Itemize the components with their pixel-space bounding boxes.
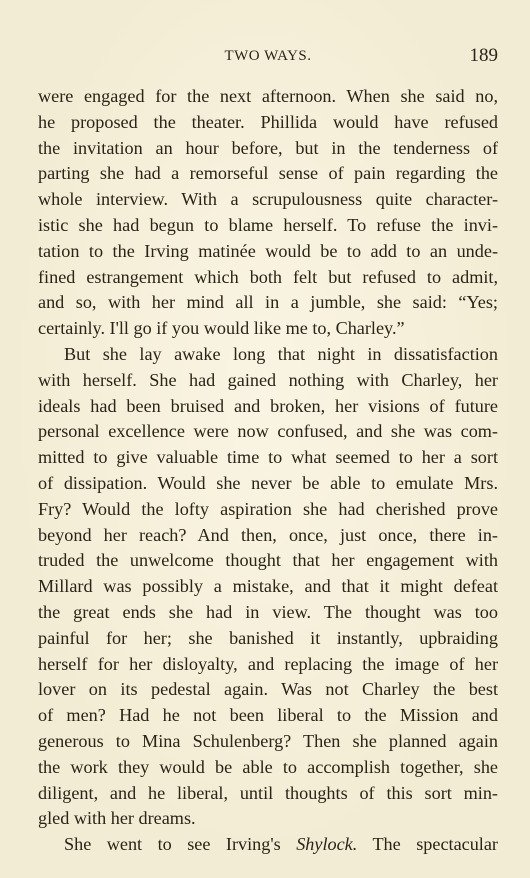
text-line: of dissipation. Would she never be able to emulate Mrs. <box>38 472 498 493</box>
page-number: 189 <box>469 45 498 66</box>
text-line: truded the unwelcome thought that her engagement with <box>38 550 498 571</box>
italic-title: Shylock. <box>296 834 358 855</box>
body-text <box>38 84 498 858</box>
page-header <box>38 45 498 72</box>
text-line: mitted to give valuable time to what seemed to her a sort <box>38 447 498 468</box>
text-line: lover on its pedestal again. Was not Charley the best <box>38 679 498 700</box>
text-line: gled with her dreams. <box>38 808 196 829</box>
text-run: The spectacular <box>357 834 498 855</box>
text-line: tation to the Irving matinée would be to add to an unde- <box>38 240 498 261</box>
text-line: and so, with her mind all in a jumble, she said: “Yes; <box>38 292 498 313</box>
text-line: with herself. She had gained nothing with Charley, her <box>38 369 498 390</box>
text-line: diligent, and he liberal, until thoughts of this sort min- <box>38 782 498 803</box>
text-line: personal excellence were now confused, and she was com- <box>38 421 498 442</box>
paragraph-2 <box>38 342 498 832</box>
text-line: But she lay awake long that night in dissatisfaction <box>64 343 498 364</box>
text-line: the great ends she had in view. The thought was too <box>38 601 498 622</box>
text-line: certainly. I'll go if you would like me to, Charley.” <box>38 318 405 339</box>
paragraph-1 <box>38 84 498 342</box>
text-line: painful for her; she banished it instantly, upbraiding <box>38 627 498 648</box>
text-line: fined estrangement which both felt but refused to admit, <box>38 266 498 287</box>
text-line: the work they would be able to accomplish together, she <box>38 756 498 777</box>
text-run: She went to see Irving's <box>64 834 297 855</box>
text-line: were engaged for the next afternoon. When she said no, <box>38 86 498 106</box>
text-line: beyond her reach? And then, once, just once, there in- <box>38 524 498 545</box>
text-line: parting she had a remorseful sense of pain regarding the <box>38 163 498 184</box>
text-line: he proposed the theater. Phillida would have refused <box>38 111 498 132</box>
text-line: ideals had been bruised and broken, her visions of future <box>38 395 498 416</box>
text-line: the invitation an hour before, but in the tenderness of <box>38 137 498 158</box>
text-line: herself for her disloyalty, and replacing the image of her <box>38 653 498 674</box>
text-line: whole interview. With a scrupulousness quite character- <box>38 189 498 210</box>
text-line: istic she had begun to blame herself. To refuse the invi- <box>38 214 498 235</box>
text-line: Millard was possibly a mistake, and that it might defeat <box>38 576 498 597</box>
running-title: TWO WAYS. <box>224 48 312 64</box>
text-line: generous to Mina Schulenberg? Then she planned again <box>38 730 498 751</box>
text-line <box>38 832 498 858</box>
paragraph-3 <box>38 832 498 858</box>
text-line: of men? Had he not been liberal to the Mission and <box>38 705 498 726</box>
text-line: Fry? Would the lofty aspiration she had cherished prove <box>38 498 498 519</box>
